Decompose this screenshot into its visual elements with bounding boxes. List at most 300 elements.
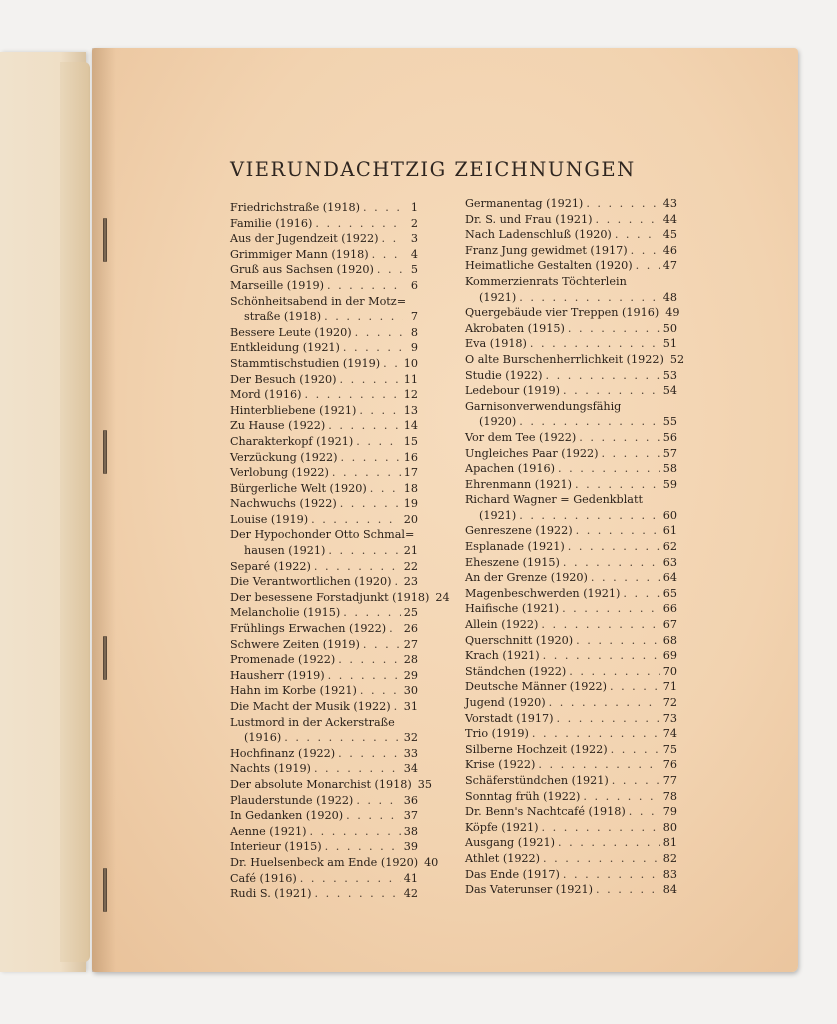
toc-entry-title-continued: hausen (1921) — [244, 544, 326, 558]
toc-entry-title: Vorstadt (1917) — [465, 711, 554, 725]
toc-entry — [230, 574, 418, 590]
toc-entry — [230, 621, 418, 637]
gutter-shadow — [92, 48, 116, 972]
toc-entry — [230, 481, 418, 497]
toc-entry — [465, 274, 677, 305]
toc-entry-title: Promenade (1922) — [230, 653, 336, 667]
toc-entry-title: Louise (1919) — [230, 512, 309, 526]
toc-page-number: 79 — [662, 805, 677, 819]
toc-entry-title: Zu Hause (1922) — [230, 419, 326, 433]
toc-entry — [465, 399, 677, 430]
toc-entry — [230, 808, 418, 824]
toc-leader-dots — [363, 637, 401, 653]
toc-entry — [230, 387, 418, 403]
toc-entry — [230, 886, 418, 902]
toc-leader-dots — [359, 403, 400, 419]
toc-leader-dots — [519, 290, 660, 306]
toc-leader-dots — [543, 851, 660, 867]
toc-page-number: 70 — [662, 664, 677, 678]
toc-leader-dots — [340, 372, 401, 388]
toc-entry — [465, 383, 677, 399]
toc-entry-title: Frühlings Erwachen (1922) — [230, 622, 387, 636]
toc-entry-title: Marseille (1919) — [230, 278, 324, 292]
toc-page-number: 65 — [662, 586, 677, 600]
toc-page-number: 26 — [403, 622, 418, 636]
toc-leader-dots — [545, 368, 659, 384]
toc-page-number: 11 — [403, 372, 418, 386]
toc-leader-dots — [576, 523, 660, 539]
toc-leader-dots — [381, 231, 403, 247]
toc-leader-dots — [383, 356, 401, 372]
toc-entry — [465, 539, 677, 555]
toc-entry-title: Der Hypochonder Otto Schmal= — [230, 528, 415, 542]
toc-entry-title: Stammtischstudien (1919) — [230, 356, 381, 370]
toc-entry — [230, 683, 418, 699]
toc-entry-title: Quergebäude vier Treppen (1916) — [465, 306, 660, 320]
toc-leader-dots — [328, 668, 401, 684]
staple — [103, 636, 107, 680]
toc-entry — [465, 773, 677, 789]
toc-entry-title: Die Verantwortlichen (1920) — [230, 575, 392, 589]
toc-page-number: 44 — [662, 212, 677, 226]
toc-leader-dots — [563, 555, 660, 571]
toc-entry-title: Das Ende (1917) — [465, 867, 560, 881]
toc-page-number: 76 — [662, 758, 677, 772]
toc-leader-dots — [601, 446, 659, 462]
toc-entry — [230, 871, 418, 887]
toc-page-number: 47 — [662, 259, 677, 273]
toc-leader-dots — [538, 757, 659, 773]
toc-entry-title: Sonntag früh (1922) — [465, 789, 581, 803]
toc-entry-title-continued: (1921) — [479, 508, 517, 522]
toc-entry-title: Kommerzienrats Töchterlein — [465, 274, 627, 288]
toc-entry-title: Garnisonverwendungsfähig — [465, 399, 622, 413]
toc-entry-title-continued: (1921) — [479, 290, 517, 304]
toc-page-number: 23 — [403, 575, 418, 589]
toc-column-right — [465, 196, 685, 898]
toc-page-number: 32 — [403, 731, 418, 745]
toc-page-number: 12 — [403, 388, 418, 402]
staple — [103, 868, 107, 912]
toc-entry-line — [230, 309, 418, 325]
toc-leader-dots — [636, 258, 660, 274]
toc-entry — [230, 559, 418, 575]
toc-entry-title-continued: (1920) — [479, 415, 517, 429]
toc-page-number: 43 — [662, 197, 677, 210]
toc-entry — [230, 294, 418, 325]
toc-entry-title: Schäferstündchen (1921) — [465, 773, 609, 787]
toc-leader-dots — [562, 601, 660, 617]
toc-entry — [465, 804, 677, 820]
toc-leader-dots — [314, 761, 401, 777]
toc-entry — [230, 200, 418, 216]
toc-leader-dots — [532, 726, 660, 742]
toc-entry — [465, 789, 677, 805]
toc-leader-dots — [356, 793, 400, 809]
toc-page-number: 69 — [662, 649, 677, 663]
toc-leader-dots — [541, 820, 659, 836]
toc-leader-dots — [341, 450, 401, 466]
toc-entry-title: Grimmiger Mann (1918) — [230, 247, 369, 261]
toc-leader-dots — [586, 196, 659, 212]
toc-entry-title: Hinterbliebene (1921) — [230, 403, 357, 417]
toc-entry-title: Die Macht der Musik (1922) — [230, 700, 391, 713]
toc-page-number: 54 — [662, 384, 677, 398]
toc-page-number: 55 — [662, 415, 677, 429]
toc-leader-dots — [612, 773, 660, 789]
toc-leader-dots — [583, 789, 659, 805]
toc-entry — [465, 867, 677, 883]
toc-entry-title: Ungleiches Paar (1922) — [465, 446, 599, 460]
toc-entry — [230, 340, 418, 356]
toc-entry — [230, 590, 450, 606]
toc-entry — [230, 824, 418, 840]
toc-entry — [465, 523, 677, 539]
toc-page-number: 75 — [662, 742, 677, 756]
toc-page-number: 24 — [435, 590, 450, 604]
toc-entry — [465, 851, 677, 867]
toc-leader-dots — [315, 886, 401, 902]
toc-leader-dots — [541, 617, 659, 633]
toc-entry-title: Köpfe (1921) — [465, 820, 539, 834]
toc-entry — [465, 648, 677, 664]
toc-leader-dots — [558, 835, 660, 851]
toc-entry-title: Friedrichstraße (1918) — [230, 201, 360, 214]
toc-page-number: 57 — [662, 446, 677, 460]
toc-page-number: 27 — [403, 637, 418, 651]
toc-entry-line — [465, 290, 677, 306]
toc-entry — [230, 605, 418, 621]
toc-page-number: 56 — [662, 430, 677, 444]
toc-entry-title: Nachts (1919) — [230, 762, 311, 776]
toc-page-number: 35 — [417, 777, 432, 791]
toc-entry-title: Eva (1918) — [465, 337, 527, 351]
toc-entry-title: Dr. Benn's Nachtcafé (1918) — [465, 805, 626, 819]
toc-entry-title: Mord (1916) — [230, 388, 302, 402]
toc-leader-dots — [325, 839, 401, 855]
toc-entry — [465, 492, 677, 523]
toc-entry — [230, 231, 418, 247]
toc-leader-dots — [340, 496, 401, 512]
toc-leader-dots — [284, 730, 401, 746]
toc-page-number: 30 — [403, 684, 418, 698]
toc-entry — [230, 325, 418, 341]
toc-entry-title: Gruß aus Sachsen (1920) — [230, 263, 374, 277]
toc-entry-title: An der Grenze (1920) — [465, 571, 588, 585]
toc-leader-dots — [338, 652, 400, 668]
toc-entry-title: Apachen (1916) — [465, 462, 555, 476]
toc-page-number: 67 — [662, 618, 677, 632]
toc-leader-dots — [338, 746, 401, 762]
toc-leader-dots — [611, 742, 660, 758]
toc-entry-title: Nach Ladenschluß (1920) — [465, 228, 612, 242]
toc-page-number: 8 — [410, 325, 418, 339]
toc-page-number: 82 — [662, 851, 677, 865]
toc-leader-dots — [372, 247, 403, 263]
toc-page-number: 59 — [662, 477, 677, 491]
toc-entry-title: Charakterkopf (1921) — [230, 434, 354, 448]
toc-page-number: 6 — [410, 278, 418, 292]
toc-entry — [230, 465, 418, 481]
toc-page-number: 83 — [662, 867, 677, 881]
toc-leader-dots — [615, 227, 660, 243]
staple — [103, 218, 107, 262]
toc-entry — [230, 418, 418, 434]
toc-entry — [230, 652, 418, 668]
toc-page-number: 84 — [662, 883, 677, 897]
toc-page-number: 36 — [403, 793, 418, 807]
toc-entry-title: Hochfinanz (1922) — [230, 746, 336, 760]
toc-page-number: 45 — [662, 228, 677, 242]
toc-leader-dots — [563, 383, 660, 399]
toc-page-number: 78 — [662, 789, 677, 803]
toc-entry — [465, 633, 677, 649]
toc-entry-title: Jugend (1920) — [465, 696, 546, 709]
toc-entry — [465, 695, 677, 711]
toc-leader-dots — [610, 679, 660, 695]
toc-entry-title: Schwere Zeiten (1919) — [230, 637, 360, 651]
toc-leader-dots — [394, 699, 401, 715]
toc-page-number: 9 — [410, 341, 418, 355]
toc-page-number: 71 — [662, 680, 677, 694]
toc-entry-title: Akrobaten (1915) — [465, 321, 565, 335]
toc-entry-title: Entkleidung (1921) — [230, 341, 340, 355]
toc-leader-dots — [304, 387, 400, 403]
toc-entry — [465, 570, 677, 586]
toc-leader-dots — [328, 543, 400, 559]
toc-leader-dots — [377, 262, 403, 278]
toc-entry-title: Allein (1922) — [465, 618, 539, 632]
toc-page-number: 5 — [410, 263, 418, 277]
toc-leader-dots — [332, 465, 401, 481]
toc-leader-dots — [389, 621, 401, 637]
toc-entry-title: Esplanade (1921) — [465, 540, 565, 554]
toc-leader-dots — [596, 882, 660, 898]
toc-page-number: 63 — [662, 555, 677, 569]
toc-page-number: 18 — [403, 481, 418, 495]
toc-leader-dots — [519, 508, 660, 524]
toc-leader-dots — [355, 325, 403, 341]
toc-entry-title: Lustmord in der Ackerstraße — [230, 715, 395, 729]
toc-entry-title: Verlobung (1922) — [230, 466, 329, 480]
toc-entry — [465, 477, 677, 493]
toc-leader-dots — [556, 711, 659, 727]
toc-page-number: 51 — [662, 337, 677, 351]
toc-entry — [465, 243, 677, 259]
toc-entry-title: Separé (1922) — [230, 559, 311, 573]
toc-leader-dots — [591, 570, 660, 586]
toc-entry — [465, 227, 677, 243]
toc-entry-title: Heimatliche Gestalten (1920) — [465, 259, 633, 273]
toc-entry — [230, 637, 418, 653]
toc-page-number: 38 — [403, 824, 418, 838]
toc-entry — [465, 305, 680, 321]
toc-page-number: 28 — [403, 653, 418, 667]
toc-leader-dots — [343, 605, 400, 621]
toc-entry — [230, 527, 418, 558]
toc-page-number: 13 — [403, 403, 418, 417]
toc-page-number: 41 — [403, 871, 418, 885]
toc-entry-title: Bessere Leute (1920) — [230, 325, 352, 339]
toc-leader-dots — [324, 309, 403, 325]
toc-entry-title: Interieur (1915) — [230, 840, 322, 854]
toc-entry-title: Magenbeschwerden (1921) — [465, 586, 621, 600]
toc-entry — [465, 461, 677, 477]
toc-page-number: 31 — [403, 700, 418, 713]
toc-leader-dots — [563, 867, 660, 883]
toc-entry-title: Der Besuch (1920) — [230, 372, 337, 386]
toc-entry — [465, 368, 677, 384]
toc-entry-title: Eheszene (1915) — [465, 555, 560, 569]
toc-page-number: 81 — [662, 836, 677, 850]
toc-entry-title: Trio (1919) — [465, 727, 529, 741]
toc-leader-dots — [623, 586, 659, 602]
toc-entry-title: Athlet (1922) — [465, 851, 541, 865]
toc-page-number: 22 — [403, 559, 418, 573]
toc-entry-title-continued: (1916) — [244, 731, 282, 745]
toc-page-number: 50 — [662, 321, 677, 335]
toc-leader-dots — [519, 414, 660, 430]
toc-entry — [230, 247, 418, 263]
toc-page-number: 21 — [403, 544, 418, 558]
toc-entry-title: Ständchen (1922) — [465, 664, 567, 678]
toc-page-number: 37 — [403, 809, 418, 823]
toc-entry-title: Querschnitt (1920) — [465, 633, 574, 647]
toc-page-number: 46 — [662, 243, 677, 257]
toc-entry-title: Bürgerliche Welt (1920) — [230, 481, 367, 495]
toc-leader-dots — [576, 633, 660, 649]
toc-entry — [465, 352, 685, 368]
toc-page-number: 74 — [662, 727, 677, 741]
staple — [103, 430, 107, 474]
toc-entry-title: Dr. S. und Frau (1921) — [465, 212, 593, 226]
toc-leader-dots — [558, 461, 660, 477]
toc-page-number: 60 — [662, 508, 677, 522]
toc-page-number: 64 — [662, 571, 677, 585]
toc-entry — [465, 430, 677, 446]
toc-page-number: 73 — [662, 711, 677, 725]
toc-entry — [230, 699, 418, 715]
toc-entry — [465, 212, 677, 228]
toc-leader-dots — [328, 418, 400, 434]
toc-entry — [465, 617, 677, 633]
toc-entry-title: Der besessene Forstadjunkt (1918) — [230, 590, 430, 604]
toc-entry-title: Richard Wagner = Gedenkblatt — [465, 493, 643, 507]
toc-leader-dots — [549, 695, 660, 711]
toc-entry — [465, 336, 677, 352]
toc-leader-dots — [631, 243, 660, 259]
toc-page-number: 3 — [410, 232, 418, 246]
toc-entry — [465, 882, 677, 898]
book-page — [92, 48, 798, 972]
toc-entry — [465, 742, 677, 758]
toc-entry — [230, 746, 418, 762]
toc-entry-title: Krise (1922) — [465, 758, 536, 772]
toc-entry — [230, 450, 418, 466]
toc-entry — [230, 777, 432, 793]
toc-entry-title: Melancholie (1915) — [230, 606, 341, 620]
toc-page-number: 53 — [662, 368, 677, 382]
toc-page-number: 17 — [403, 466, 418, 480]
toc-leader-dots — [569, 664, 659, 680]
toc-page-number: 10 — [403, 356, 418, 370]
toc-leader-dots — [629, 804, 660, 820]
toc-entry — [465, 664, 677, 680]
toc-page-number: 4 — [410, 247, 418, 261]
toc-page-number: 33 — [403, 746, 418, 760]
toc-entry-title: Franz Jung gewidmet (1917) — [465, 243, 628, 257]
toc-leader-dots — [568, 321, 660, 337]
toc-entry-title: Krach (1921) — [465, 649, 540, 663]
toc-leader-dots — [568, 539, 660, 555]
toc-entry-title: Plauderstunde (1922) — [230, 793, 354, 807]
toc-entry — [230, 372, 418, 388]
toc-page-number: 14 — [403, 419, 418, 433]
toc-entry-title: Dr. Huelsenbeck am Ende (1920) — [230, 855, 419, 869]
toc-entry — [230, 403, 418, 419]
toc-entry — [465, 196, 677, 212]
toc-leader-dots — [575, 477, 660, 493]
toc-entry — [465, 757, 677, 773]
toc-page-number: 15 — [403, 434, 418, 448]
toc-leader-dots — [370, 481, 401, 497]
toc-leader-dots — [314, 559, 401, 575]
toc-entry-title: Hahn im Korbe (1921) — [230, 684, 357, 698]
toc-entry — [230, 216, 418, 232]
toc-entry — [465, 321, 677, 337]
toc-page-number: 42 — [403, 887, 418, 901]
toc-entry-title: Genreszene (1922) — [465, 524, 573, 538]
toc-page-number: 25 — [403, 606, 418, 620]
toc-page-number: 39 — [403, 840, 418, 854]
toc-entry — [230, 434, 418, 450]
toc-entry-line — [465, 414, 677, 430]
toc-entry — [465, 258, 677, 274]
toc-page-number: 16 — [403, 450, 418, 464]
toc-entry-title: Das Vaterunser (1921) — [465, 883, 593, 897]
toc-page-number: 20 — [403, 512, 418, 526]
toc-entry-title: Hausherr (1919) — [230, 668, 325, 682]
toc-entry-title: Aenne (1921) — [230, 824, 307, 838]
toc-entry-title: Deutsche Männer (1922) — [465, 680, 607, 694]
toc-leader-dots — [300, 871, 401, 887]
toc-page-number: 80 — [662, 820, 677, 834]
toc-page-number: 2 — [410, 216, 418, 230]
toc-entry-title: Ehrenmann (1921) — [465, 477, 572, 491]
toc-entry-title: Ausgang (1921) — [465, 836, 555, 850]
toc-entry — [230, 496, 418, 512]
toc-entry-line — [230, 730, 418, 746]
toc-leader-dots — [530, 336, 660, 352]
toc-entry-title: Schönheitsabend in der Motz= — [230, 294, 407, 308]
toc-entry — [230, 855, 439, 871]
toc-entry-title: O alte Burschenherrlichkeit (1922) — [465, 352, 664, 366]
toc-page-number: 77 — [662, 773, 677, 787]
toc-entry-title: Studie (1922) — [465, 368, 543, 382]
toc-entry-title-continued: straße (1918) — [244, 310, 322, 324]
toc-entry — [230, 839, 418, 855]
toc-leader-dots — [310, 824, 401, 840]
toc-entry-title: Vor dem Tee (1922) — [465, 430, 577, 444]
toc-leader-dots — [363, 200, 403, 216]
toc-entry — [230, 715, 418, 746]
toc-page-number: 62 — [662, 540, 677, 554]
toc-entry — [465, 601, 677, 617]
toc-entry-title: In Gedanken (1920) — [230, 809, 344, 823]
toc-entry — [230, 278, 418, 294]
toc-leader-dots — [343, 340, 403, 356]
cover-edge — [60, 62, 90, 962]
